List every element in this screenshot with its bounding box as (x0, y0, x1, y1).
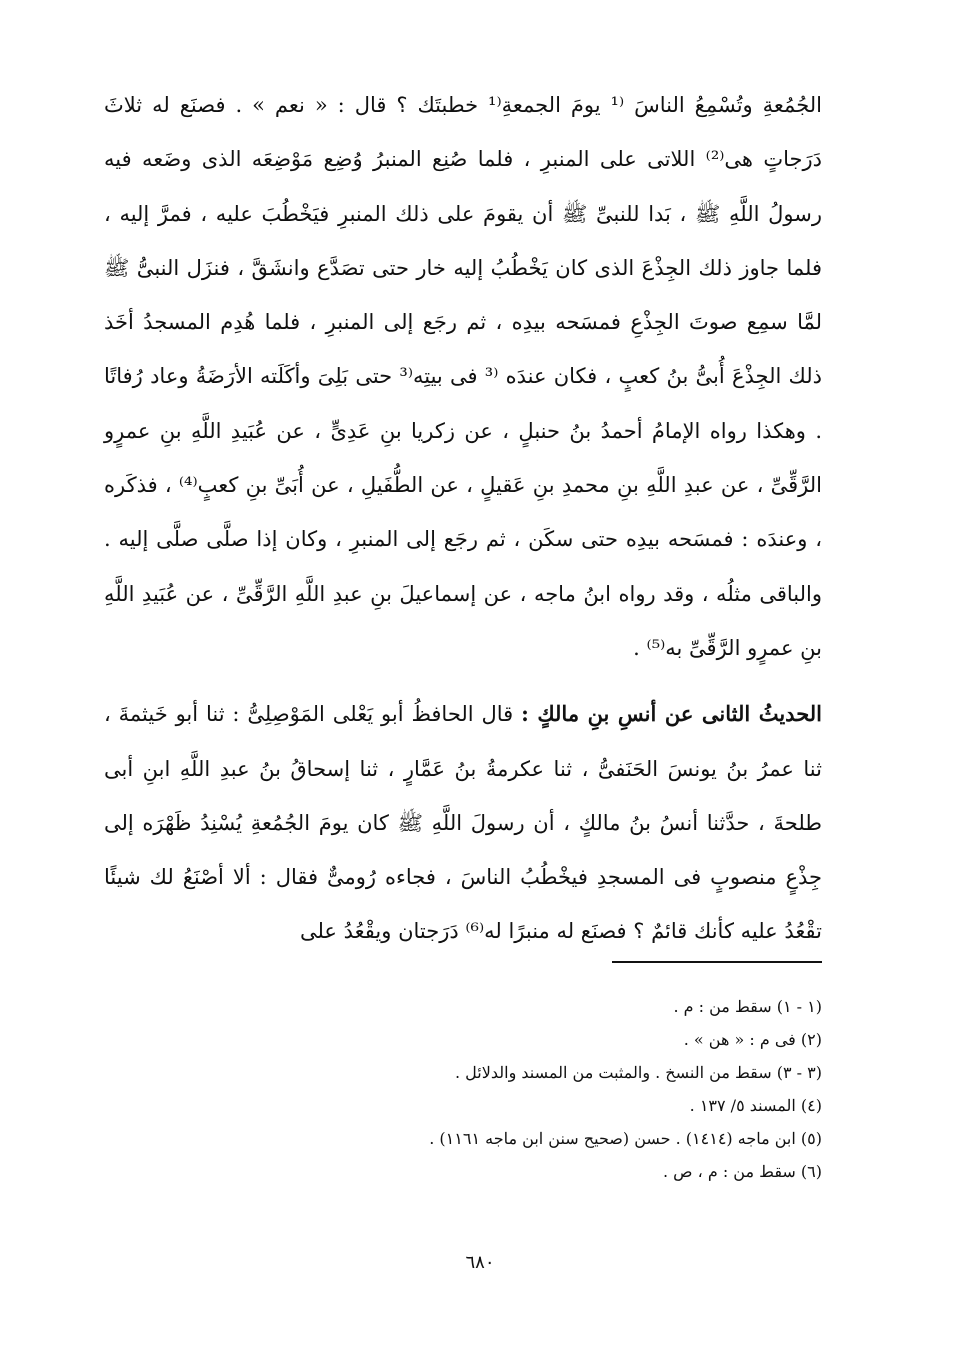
paragraph-1 (104, 78, 822, 675)
paragraph-1-text: الجُمُعةِ وتُسْمِعُ الناسَ ⁽¹ يومَ الجمعةِ⁽¹ خطبتَك ؟ قال : « نعم » . فصنَع له ثلاثَ دَرَجاتٍ هى⁽²⁾ اللاتى على المنبرِ ، فلما صُنِع المنبرُ وُضِع مَوْضِعَه الذى وضَعه فيه رسولُ اللَّهِ ﷺ ، بَدا للنبىِّ ﷺ أن يقومَ على ذلك المنبرِ فيَخْطُبَ عليه ، فمرَّ إليه ، فلما جاوز ذلك الجِذْعَ الذى كان يَخْطُبُ إليه خار حتى تصَدَّع وانشَقَّ ، فنزَل النبىُّ ﷺ لمَّا سمِع صوتَ الجِذْعِ فمسَحه بيدِه ، ثم رجَع إلى المنبرِ ، فلما هُدِم المسجدُ أخَذ ذلك الجِذْعَ أُبىُّ بنُ كعبٍ ، فكان عندَه ⁽³ فى بيتِه⁽³ حتى بَلِىَ وأكَلَته الأرَضَةُ وعاد رُفاتًا . وهكذا رواه الإمامُ أحمدُ بنُ حنبلٍ ، عن زكريا بنِ عَدِىٍّ ، عن عُبَيدِ اللَّهِ بنِ عمرٍو الرَّقِّىِّ ، عن عبدِ اللَّهِ بنِ محمدِ بنِ عَقيلٍ ، عن الطُّفَيلِ ، عن أُبَىِّ بنِ كعبٍ⁽⁴⁾ ، فذكَره ، وعندَه : فمسَحه بيدِه حتى سكَن ، ثم رجَع إلى المنبرِ ، وكان إذا صلَّى صلَّى إليه . والباقى مثلُه ، وقد رواه ابنُ ماجه ، عن إسماعيلَ بنِ عبدِ اللَّهِ الرَّقِّىِّ ، عن عُبَيدِ اللَّهِ بنِ عمرٍو الرَّقِّىِّ به⁽⁵⁾ . (104, 93, 823, 660)
paragraph-2-text: قال الحافظُ أبو يَعْلى المَوْصِلِىُّ : ثنا أبو خَيثمةَ ، ثنا عمرُ بنُ يونسَ الحَنَفىُّ ، ثنا عكرمةُ بنُ عَمَّارٍ ، ثنا إسحاقُ بنُ عبدِ اللَّهِ ابنِ أبى طلحةَ ، حدَّثنا أنسُ بنُ مالكٍ ، أن رسولَ اللَّهِ ﷺ كان يومَ الجُمُعةِ يُسْنِدُ ظَهْرَه إلى جِذْعٍ منصوبٍ فى المسجدِ فيخْطُبُ الناسَ ، فجاءه رُومىٌّ فقال : ألا أصْنَعُ لك شيئًا تقْعُدُ عليه كأنك قائمٌ ؟ فصنَع له منبرًا له⁽⁶⁾ دَرَجتان ويقْعُدُ على (104, 702, 822, 944)
footnote-4: (٤) المسند ٥/ ١٣٧ . (689, 1096, 822, 1115)
paragraph-2 (104, 687, 822, 958)
main-text (104, 78, 822, 959)
footnote-5: (٥) ابن ماجه (١٤١٤) . حسن (صحيح سنن ابن ماجه ١١٦١) . (429, 1129, 822, 1148)
footnote-3: (٣ - ٣) سقط من النسخ . والمثبت من المسند والدلائل . (454, 1063, 822, 1082)
footnote-6: (٦) سقط من : م ، ص . (662, 1162, 822, 1181)
hadith-heading: الحديثُ الثانى عن أنسِ بنِ مالكٍ : (521, 701, 822, 727)
footnote-2: (٢) فى م : « هن » . (683, 1030, 822, 1049)
page-number: ٦٨٠ (465, 1252, 495, 1273)
footnotes (104, 990, 822, 1188)
footnote-1: (١ - ١) سقط من : م . (673, 997, 822, 1016)
footnote-divider (612, 961, 822, 963)
